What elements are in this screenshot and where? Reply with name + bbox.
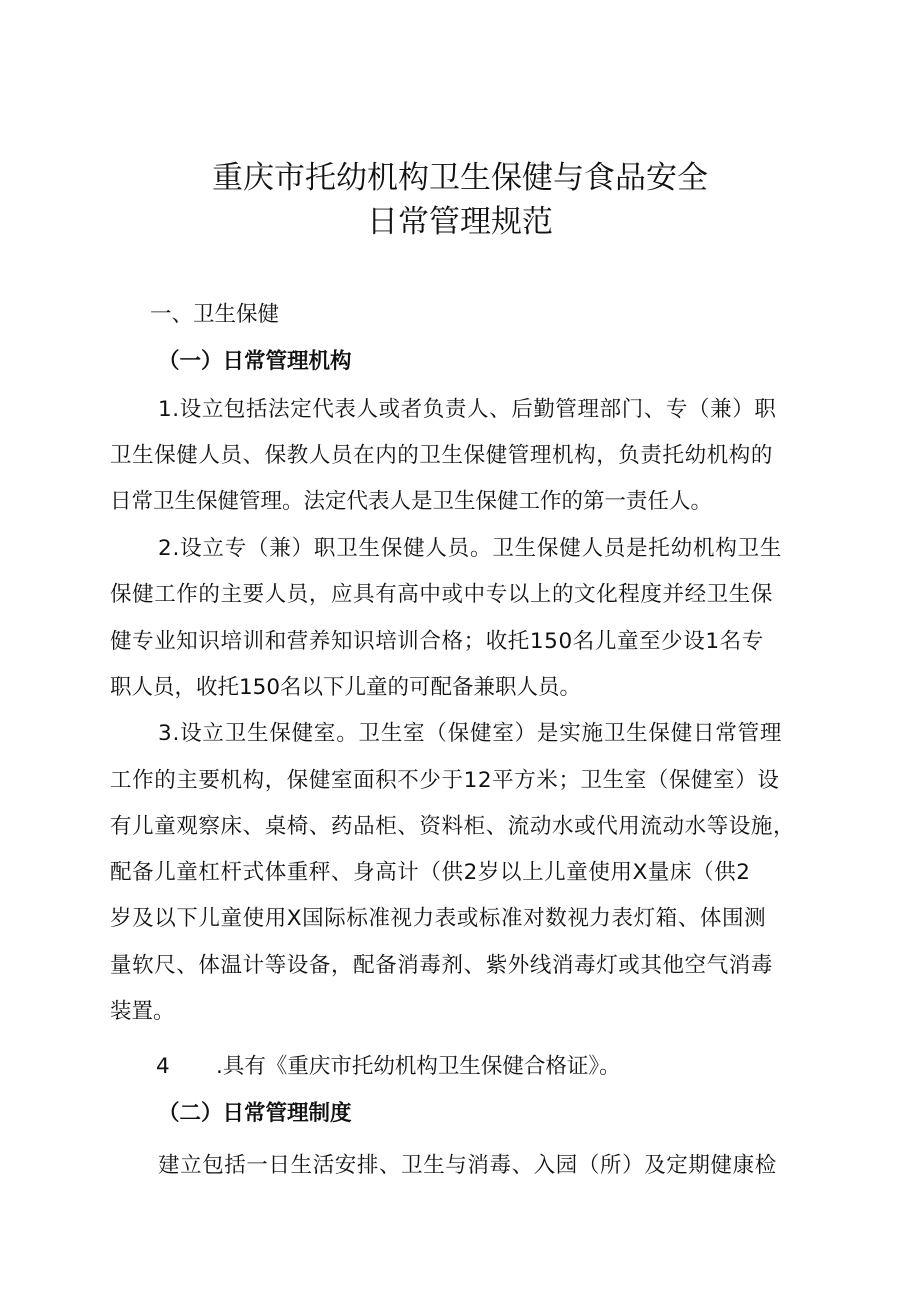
item3-line3: 有儿童观察床、桌椅、药品柜、资料柜、流动水或代用流动水等设施， bbox=[110, 814, 796, 839]
item1-line3: 日常卫生保健管理。法定代表人是卫生保健工作的第一责任人。 bbox=[110, 489, 713, 514]
section-heading-hygiene: 一、卫生保健 bbox=[150, 302, 280, 327]
document-title-line2: 日常管理规范 bbox=[367, 204, 553, 240]
item4-text: .具有《重庆市托幼机构卫生保健合格证》。 bbox=[216, 1054, 621, 1079]
subsection-heading-management-org: （一）日常管理机构 bbox=[158, 349, 352, 374]
item3-line1: 3.设立卫生保健室。卫生室（保健室）是实施卫生保健日常管理 bbox=[158, 721, 783, 746]
item2-line4: 职人员，收托150名以下儿童的可配备兼职人员。 bbox=[110, 675, 582, 700]
item3-line5: 岁及以下儿童使用X国际标准视力表或标准对数视力表灯箱、体围测 bbox=[110, 906, 767, 931]
item2-line3: 健专业知识培训和营养知识培训合格；收托150名儿童至少设1名专 bbox=[110, 629, 764, 654]
item2-line1: 2.设立专（兼）职卫生保健人员。卫生保健人员是托幼机构卫生 bbox=[158, 536, 783, 561]
item1-line1: 1.设立包括法定代表人或者负责人、后勤管理部门、专（兼）职 bbox=[158, 397, 777, 422]
item3-line4: 配备儿童杠杆式体重秤、身高计（供2岁以上儿童使用X量床（供2 bbox=[110, 860, 751, 885]
item3-line2: 工作的主要机构，保健室面积不少于12平方米；卫生室（保健室）设 bbox=[110, 768, 780, 793]
item3-line7: 装置。 bbox=[110, 999, 175, 1024]
item2-line2: 保健工作的主要人员，应具有高中或中专以上的文化程度并经卫生保 bbox=[110, 582, 774, 607]
document-title-line1: 重庆市托幼机构卫生保健与食品安全 bbox=[212, 160, 708, 196]
rules-line1: 建立包括一日生活安排、卫生与消毒、入园（所）及定期健康检 bbox=[158, 1153, 777, 1178]
item4-number: 4 bbox=[156, 1054, 170, 1079]
item1-line2: 卫生保健人员、保教人员在内的卫生保健管理机构，负责托幼机构的 bbox=[110, 443, 774, 468]
subsection-heading-management-rules: （二）日常管理制度 bbox=[158, 1101, 352, 1126]
item3-line6: 量软尺、体温计等设备，配备消毒剂、紫外线消毒灯或其他空气消毒 bbox=[110, 953, 774, 978]
